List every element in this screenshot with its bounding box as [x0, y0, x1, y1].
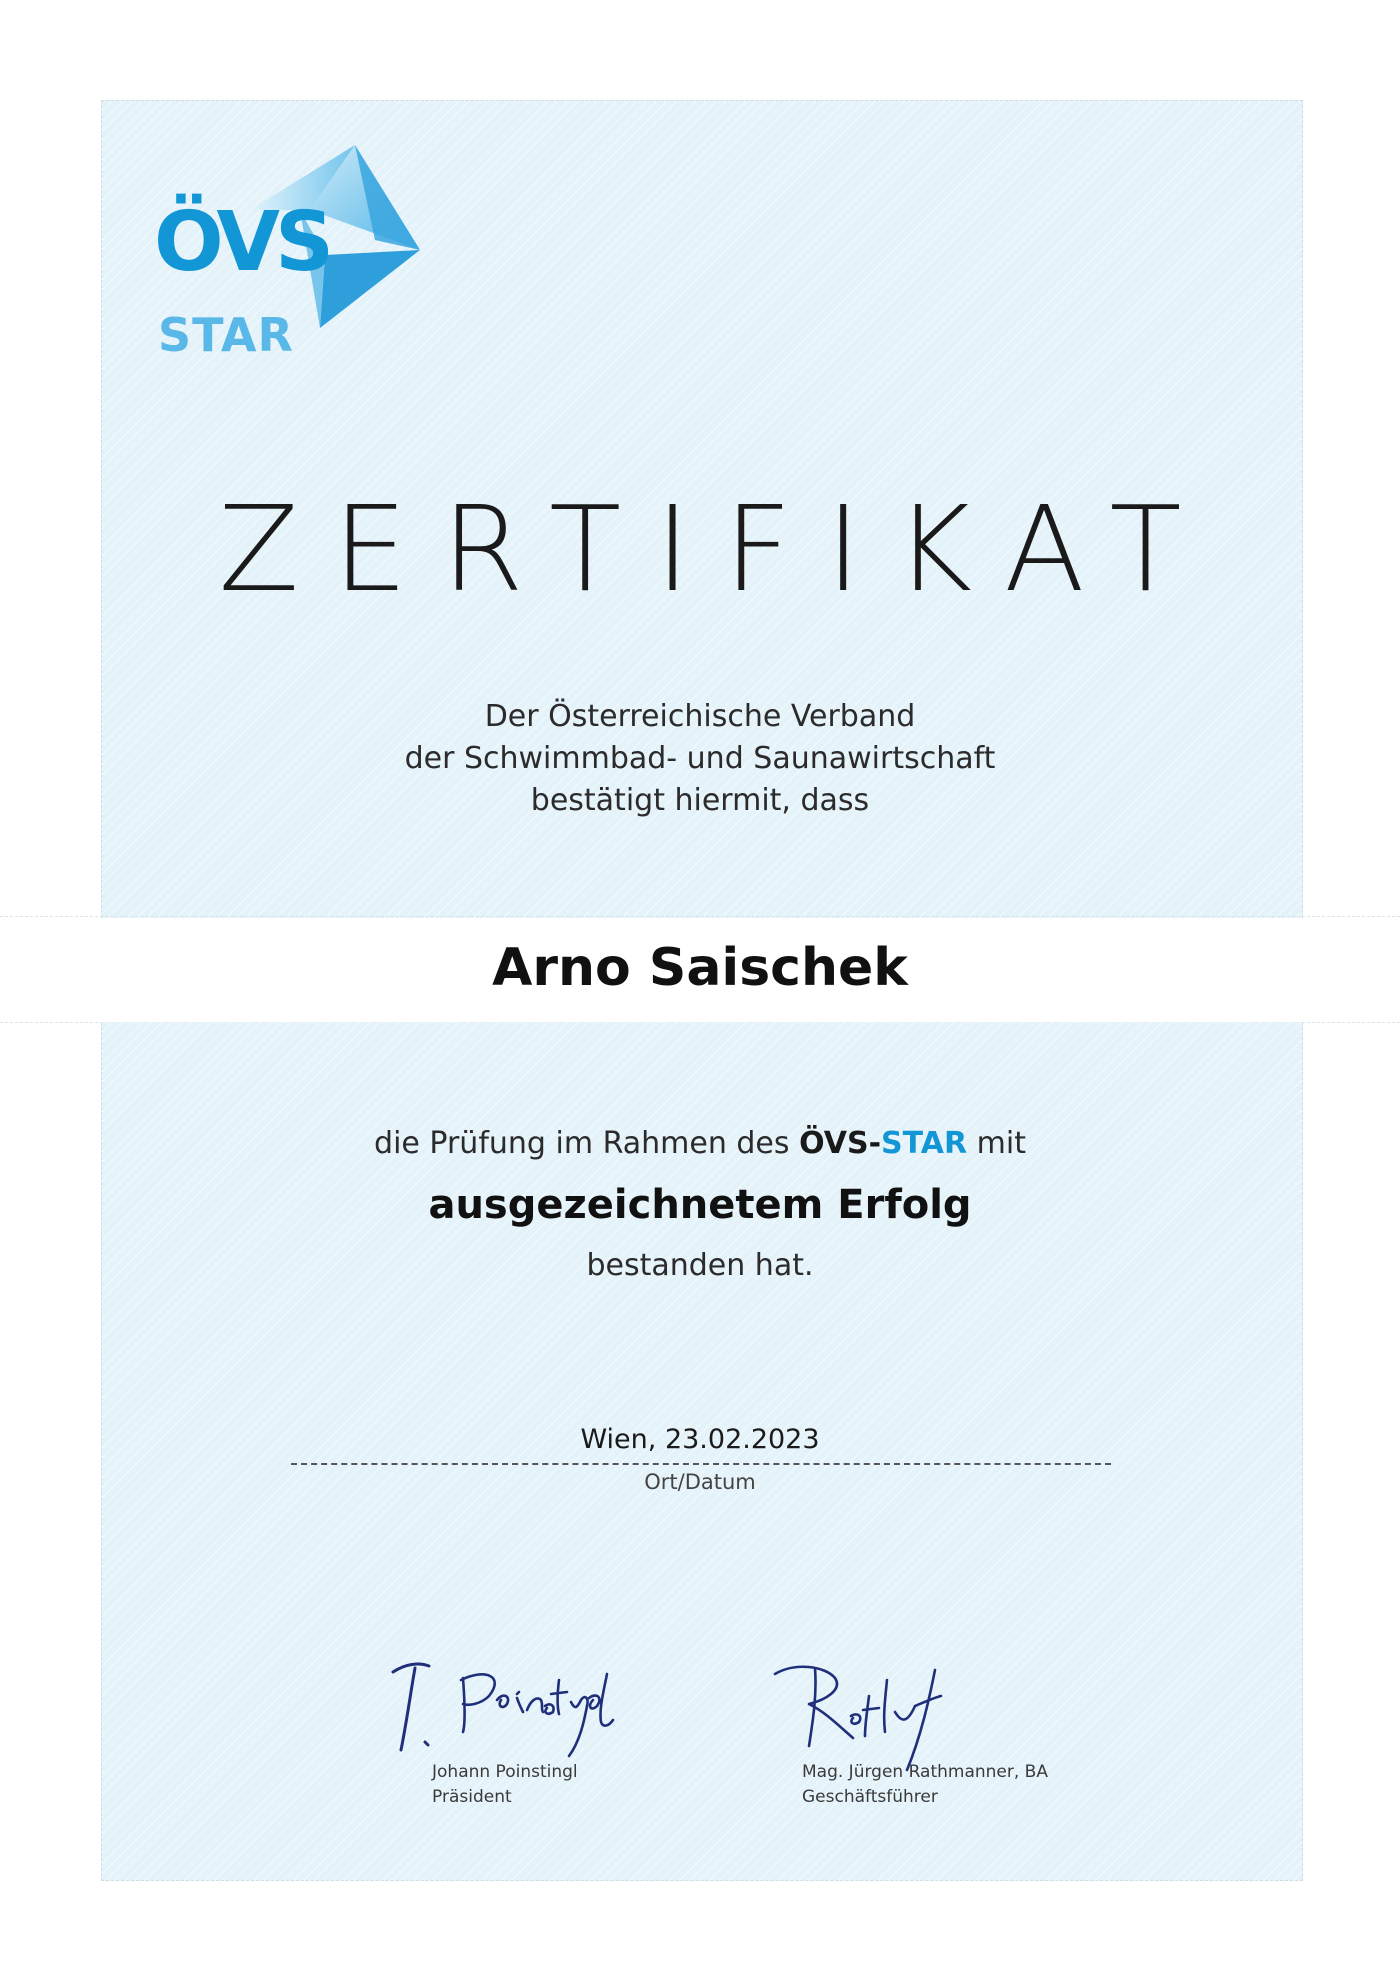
exam-passed: bestanden hat. [586, 1248, 814, 1283]
exam-suffix: mit [967, 1126, 1026, 1161]
issuer-statement [0, 696, 1400, 822]
issuer-line: der Schwimmbad- und Saunawirtschaft [404, 741, 996, 776]
signatory-role: Geschäftsführer [802, 1787, 938, 1807]
signatory-role: Präsident [432, 1787, 512, 1807]
signature-rathmanner-icon [765, 1650, 1025, 1780]
recipient-name: Arno Saischek [492, 938, 908, 998]
exam-prefix: die Prüfung im Rahmen des [374, 1126, 800, 1161]
signatory-name: Johann Poinstingl [432, 1762, 578, 1782]
place-date-value: Wien, 23.02.2023 [580, 1424, 820, 1455]
exam-brand-ovs: ÖVS- [799, 1126, 882, 1161]
ovs-star-logo [150, 140, 450, 370]
exam-grade: ausgezeichnetem Erfolg [428, 1182, 972, 1228]
exam-statement [0, 1126, 1400, 1161]
place-date-line [291, 1463, 1111, 1465]
signature-block-president [385, 1650, 665, 1807]
signatory-name: Mag. Jürgen Rathmanner, BA [802, 1762, 1048, 1782]
issuer-line: bestätigt hiermit, dass [530, 783, 870, 818]
signature-block-managing-director [765, 1650, 1048, 1807]
logo-ovs-text: ÖVS [154, 195, 330, 290]
certificate-title: ZERTIFIKAT [218, 480, 1216, 618]
place-date-label: Ort/Datum [644, 1470, 756, 1494]
signature-poinstingl-icon [385, 1650, 665, 1780]
exam-brand-star: STAR [881, 1126, 968, 1161]
logo-star-text: STAR [158, 308, 294, 362]
issuer-line: Der Österreichische Verband [484, 699, 916, 734]
band-divider-top [0, 916, 1400, 917]
